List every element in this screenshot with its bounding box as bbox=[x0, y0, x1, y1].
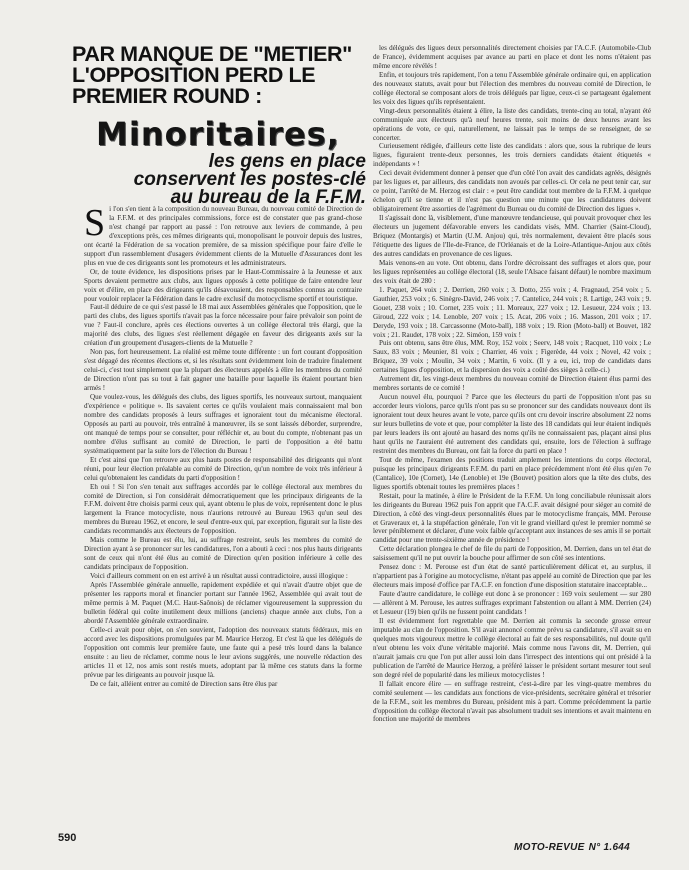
paragraph: Cette déclaration plongea le chef de file du parti de l'opposition, M. Derrien, dans un tel état de saisissement qu'il ne put ouvrir la bouche pour affirmer de son côté ses intentions. bbox=[373, 545, 651, 563]
paragraph: Faut-il déduire de ce qui s'est passé le 18 mai aux Assemblées générales que l'opposition, que le parti des clubs, des ligues sportifs n'avait pas la force nécessaire pour faire prévaloir son point de vue ? Faut-il conclure, après ces élections ouvertes à un collège électoral très élargi, que la majorité des clubs, des ligues s'est réellement dégagée en faveur des dirigeants axés sur la création d'un groupement d'usagers-clients de la Mutuelle ? bbox=[84, 303, 362, 348]
subtitle-line-2: conservent les postes-clé bbox=[133, 169, 366, 190]
page-number: 590 bbox=[58, 832, 77, 844]
paragraph: Autrement dit, les vingt-deux membres du nouveau comité de Direction étaient élus parmi des membres sortants de ce comité ! bbox=[373, 375, 651, 393]
paragraph: Non pas, fort heureusement. La réalité est même toute différente : un fort courant d'opposition s'est dégagé des récentes élections et, si les résultats sont évidemment loin de traduire finalement celui-ci, c'est tout simplement que la plupart des électeurs appelés à élire les membres du comité de Direction n'ont pas su tout à fait gagner une bataille pour laquelle ils étaient pourtant bien armés ! bbox=[84, 348, 362, 393]
paragraph: Mais venons-en au vote. Ont obtenu, dans l'ordre décroissant des suffrages et alors que, pour les ligues représentées au collège électoral (18, seule l'Alsace faisant défaut) le nombre maximum des voix était de 280 : bbox=[373, 258, 651, 285]
headline-line-3: PREMIER ROUND : bbox=[72, 84, 262, 108]
paragraph: Vingt-deux personnalités étaient à élire, la liste des candidats, trente-cinq au total, n'ayant été communiquée aux électeurs qu'à neuf heures trente, soit moins de deux heures avant les opérations de vote, ce qui, naturellement, ne laissait pas le temps de se renseigner, de se concerter. bbox=[373, 106, 651, 142]
paragraph: Pensez donc : M. Perouse est d'un état de santé particulièrement délicat et, au surplus, il n'appartient pas à l'origine au motocyclisme, n'étant pas appelé au comité de Direction que par les électeurs mais imposé d'office par l'A.C.F. en fonction d'une disposition statutaire inacceptable... bbox=[373, 563, 651, 590]
paragraph: Il fallait encore élire — en suffrage restreint, c'est-à-dire par les vingt-quatre membres du comité seulement — les candidats aux fonctions de vice-présidents, secrétaire général et trésorier de la F.F.M., soit les membres du Bureau, président mis à part. Comme précédemment la partie d'opposition du collège électoral n'avait pas absolument traduit ses intentions et avait maintenu en fonction une majorité de membres bbox=[373, 679, 651, 724]
paragraph: 1. Paquet, 264 voix ; 2. Derrien, 260 voix ; 3. Dotto, 255 voix ; 4. Fragnaud, 254 voix ; 5. Gauthier, 253 voix ; 6. Sinègre-David, 246 voix ; 7. Cantelice, 244 voix ; 8. Lartige, 243 voix ; 9. Gouet, 238 voix ; 10. Cornet, 235 voix ; 11. Moreaux, 227 voix ; 12. Lesueur, 224 voix ; 13. Giroud, 222 voix ; 14. Lenoble, 207 voix ; 15. Acat, 206 voix ; 16. Masson, 201 voix ; 17. Deryde, 193 voix ; 18. Carcassonne (Moto-ball), 188 voix ; 19. Rion (Moto-ball) et Bouvet, 182 voix ; 21. Raudet, 178 voix ; 22. Siméon, 159 voix ! bbox=[373, 285, 651, 339]
headline-line-1: PAR MANQUE DE "METIER" bbox=[72, 42, 352, 66]
subtitle-line-1: les gens en place bbox=[208, 151, 366, 172]
paragraph: Que voulez-vous, les délégués des clubs, des ligues sportifs, les nouveaux surtout, manquaient d'expérience « politique ». Ils savaient certes ce qu'ils voulaient mais connaissaient mal bon nombre des candidats proposés à leurs suffrages et ignoraient tout du mécanisme électoral. Opposés au parti au pouvoir, très entraîné à manœuvrer, ils se sont laissés déborder, surprendre, ont manqué de temps pour se consulter, pour réfléchir et, au bout du compte, n'obtenant pas un nombre d'élus suffisant au comité de Direction, le parti de l'opposition a été battu systématiquement par la suite lors de l'élection du Bureau ! bbox=[84, 393, 362, 455]
paragraph: Voici d'ailleurs comment on en est arrivé à un résultat aussi contradictoire, aussi illogique : bbox=[90, 572, 348, 581]
magazine-footer bbox=[510, 842, 630, 853]
paragraph: Restait, pour la matinée, à élire le Président de la F.F.M. Un long conciliabule réunissait alors les dirigeants du Bureau 1962 puis l'on apprit que l'A.C.F. avait désigné pour siéger au comité de Direction, à côté des vingt-deux personnalités élues par le motocyclisme français, MM. Perouse et Graveraux et, à la stupéfaction générale, l'on vit le grand vieillard qu'est le premier nommé se lever péniblement et déclarer, d'une voix faible qu'acceptant aux instances de ses amis il se portait candidat pour une trente-sixième année de présidence ! bbox=[373, 491, 651, 545]
drop-cap: S bbox=[84, 205, 106, 244]
paragraph: Il est évidemment fort regrettable que M. Derrien ait commis la seconde grosse erreur imputable au clan de l'opposition. S'il avait annoncé comme prévu sa candidature, s'il avait su en quelques mots vigoureux mettre le collège électoral au fait de ses responsabilités, nul doute qu'il n'eut obtenu les voix d'une véritable majorité. Mais comme nous l'avons dit, M. Derrien, qui n'aurait jamais cru que l'on put aller aussi loin dans l'irrespect des intentions qui ont présidé à la publication de l'arrêté de Maurice Herzog, a préféré laisser le président sortant mesurer tout seul son degré réel de popularité dans les milieux motocyclistes ! bbox=[373, 617, 651, 679]
magazine-name: MOTO-REVUE bbox=[514, 842, 585, 853]
paragraph: De ce fait, alléient entrer au comité de Direction sans être élus par bbox=[90, 679, 278, 688]
right-column bbox=[373, 44, 651, 827]
paragraph: Ceci devait évidemment donner à penser que d'un côté l'on avait des candidats agréés, désignés par les ligues et, par ailleurs, des candidats non avoués par celles-ci. Or cela ne peut tenir car, sur ce point, l'arrêté de M. Herzog est clair : « peut être candidat tout membre de la F.F.M. à quelque échelon qu'il se tienne et il n'est pas question une minute que les candidatures doivent obligatoirement être assorties de l'agrément du Bureau ou du comité de Direction des ligues ». bbox=[373, 169, 651, 214]
article-subtitle bbox=[118, 153, 366, 207]
paragraph: Faute d'autre candidature, le collège eut donc à se prononcer : 169 voix seulement — sur 280 — allèrent à M. Perouse, les autres suffrages exprimant l'abstention ou allant à MM. Derrien (24) et Lesueur (19) bien qu'ils ne fussent point candidats ! bbox=[373, 590, 651, 617]
subtitle-line-3: au bureau de la F.F.M. bbox=[170, 187, 366, 208]
paragraph: Mais comme le Bureau est élu, lui, au suffrage restreint, seuls les membres du comité de Direction ayant à se prononcer sur les candidatures, l'on a abouti à ceci : nos plus hauts dirigeants sont de ceux qui n'ont été élus au comité de Direction qu'en position inférieure à celle des candidats principaux de l'opposition. bbox=[84, 536, 362, 572]
paragraph: Aucun nouvel élu, pourquoi ? Parce que les électeurs du parti de l'opposition n'ont pas su accorder leurs violons, parce qu'ils n'ont pas su se prononcer sur des candidats nouveaux dont ils ignoraient tout deux heures avant le vote, parce qu'ils ont cru devoir inscrire absolument 22 noms sur leurs bulletins de vote et que, pour compléter la liste des 18 candidats qui leur étaient indiqués par leurs leaders ils ont ajouté au hasard des noms qu'ils ne connaissaient pas, plaçant ainsi plus haut qu'ils ne l'auraient été autrement des candidats qui, ensuite, lors de l'élection à suffrage restreint des membres du Bureau, ont fait la force du parti en place ! bbox=[373, 393, 651, 455]
paragraph: les délégués des ligues deux personnalités directement choisies par l'A.C.F. (Automobile-Club de France), évidemment acquises par avance au parti en place et dont les noms n'étaient pas même encore révélés ! bbox=[373, 44, 651, 70]
paragraph: Or, de toute évidence, les dispositions prises par le Haut-Commissaire à la Jeunesse et aux Sports devaient permettre aux clubs, aux ligues opposés à cette politique de faire entendre leur voix et d'élire, en place des dirigeants qu'ils désavouaient, des responsables connus au contraire pour vouloir replacer la Fédération dans le cadre exclusif du motocyclisme sportif et touristique. bbox=[84, 267, 362, 303]
paragraph: Eh oui ! Si l'on s'en tenait aux suffrages accordés par le collège électoral aux membres du comité de Direction, si l'on considérait démocratiquement que les principaux dirigeants de la F.F.M. doivent être choisis parmi ceux qui, ayant obtenu le plus de voix, représentent donc le plus largement la France motocycliste, nous n'aurions retrouvé au Bureau 1963 qu'un seul des membres du Bureau 1962, et encore, le seul d'entre-eux qui, par exception, figurait sur la liste des candidats recommandés aux électeurs de l'opposition. bbox=[84, 482, 362, 536]
paragraph: Et c'est ainsi que l'on retrouve aux plus hauts postes de responsabilité des dirigeants qui n'ont réuni, pour leur élection préalable au comité de Direction, qu'un nombre de voix très inférieur à celui qu'obtenaient les candidats du parti d'opposition ! bbox=[84, 455, 362, 482]
issue-number: N° 1.644 bbox=[588, 842, 631, 853]
left-column bbox=[84, 205, 362, 827]
article-title: Minoritaires, bbox=[96, 115, 340, 153]
paragraph: Après l'Assemblée générale annuelle, rapidement expédiée et qui n'avait d'autre objet que de présenter les rapports moral et financier portant sur l'année 1962, Assemblée qui avait tout de même permis à M. Paquet (M.C. Haut-Saônois) de réclamer vigoureusement la suppression du bulletin fédéral qui coûte inutilement deux millions (anciens) chaque année aux clubs, l'on a abordé l'Assemblée générale extraordinaire. bbox=[84, 581, 362, 625]
paragraph: Tout de même, l'examen des positions traduit amplement les intentions du corps électoral, puisque les principaux dirigeants F.F.M. du parti en place précédemment n'ont été élus qu'en 7e (Cantalice), 10e (Cornet), 14e (Lenoble) et 19e (Bouvet) position alors que la tête des clubs, des ligues sportifs obtenait toutes les premières places ! bbox=[373, 455, 651, 491]
paragraph: Curieusement rédigée, d'ailleurs cette liste des candidats : alors que, sous la rubrique de leurs ligues, figuraient trente-deux personnes, les trois derniers candidats étaient étiquetés « indépendants » ! bbox=[373, 142, 651, 169]
paragraph: Celle-ci avait pour objet, on s'en souvient, l'adoption des nouveaux statuts fédéraux, mis en accord avec les dispositions promulguées par M. Maurice Herzog. Et c'est là que les délégués de l'opposition ont commis leur première faute, une faute qui a pesé très lourd dans la balance ensuite : au lieu de réclamer, comme nous le leur avions suggérés, une nouvelle rédaction des articles 11 et 12, nos amis sont restés muets, adoptant par là même ces statuts dans la forme prévue par les dirigeants au pouvoir jusque là. bbox=[84, 625, 362, 679]
paragraph: Si l'on s'en tient à la composition du nouveau Bureau, du nouveau comité de Direction de la F.F.M. et des principales commissions, force est de constater que pas grand-chose n'est changé par rapport au passé : l'on retrouve aux leviers de commande, à peu d'exceptions près, ces mêmes dirigeants qui, monopolisant le pouvoir depuis des lustres, ont écarté la Fédération de sa vocation première, de sa mission spécifique pour faire d'elle le support d'un rassemblement d'usagers évidemment clients de la Mutuelle d'Assurances dont les plus en vue de ces dirigeants sont les promoteurs et les administrateurs. bbox=[84, 205, 362, 267]
headline-line-2: L'OPPOSITION PERD LE bbox=[72, 63, 316, 87]
paragraph: Enfin, et toujours très rapidement, l'on a tenu l'Assemblée générale ordinaire qui, en application des nouveaux statuts, avait pour but l'élection des membres du nouveau comité de Direction, le collège électoral se composant alors de trois délégués par ligue, ceux-ci se partageant également les voix des ligues qu'ils représentaient. bbox=[373, 70, 651, 106]
paragraph: Il s'agissait donc là, visiblement, d'une manœuvre tendancieuse, qui pouvait provoquer chez les électeurs un jugement défavorable envers les candidats visés, MM. Charrier (Saint-Cloud), Briquez (Montargis) et Martin (U.M. Anjou) qui, très normalement, devaient être placés sous l'étiquette des ligues de l'Ile-de-France, de l'Orléanais et de la Loire-Atlantique-Anjou aux côtés des autres candidats en provenance de ces ligues. bbox=[373, 214, 651, 258]
paragraph: Puis ont obtenu, sans être élus, MM. Roy, 152 voix ; Seerv, 148 voix ; Racquet, 110 voix ; Le Saux, 83 voix ; Meunier, 81 voix ; Charrier, 46 voix ; Figerède, 44 voix ; Novel, 42 voix ; Briquez, 39 voix ; Moulin, 34 voix ; Martin, 6 voix. (Il y a eu, ici, trop de candidats dans certaines ligues d'opposition, et la dispersion des voix a coûté des sièges à celle-ci.) bbox=[373, 339, 651, 375]
headline bbox=[72, 44, 362, 107]
